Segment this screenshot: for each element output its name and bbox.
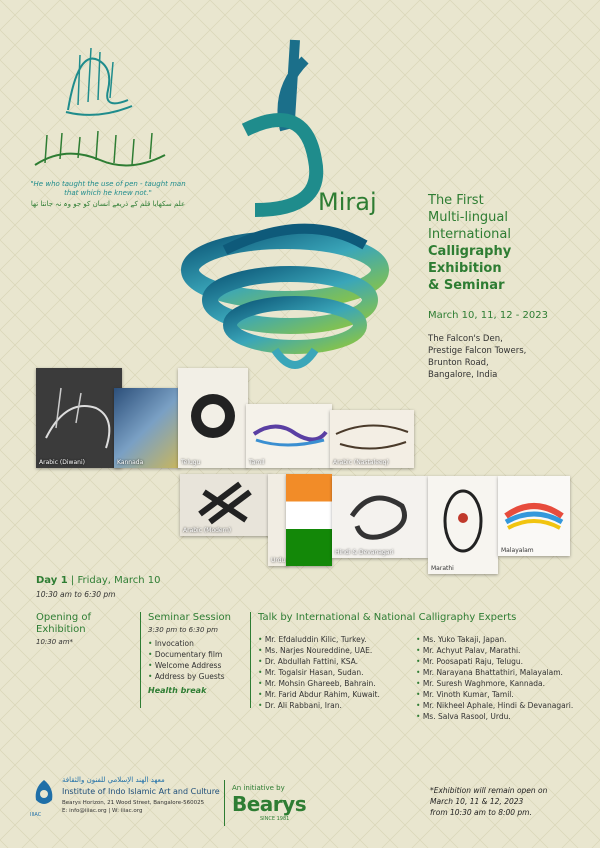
- gallery-tile: [178, 368, 248, 468]
- note-line: from 10:30 am to 8:00 pm.: [430, 808, 532, 817]
- seminar-item: • Invocation: [148, 638, 248, 649]
- gallery-tile: [268, 474, 288, 566]
- expert-name: • Ms. Yuko Takaji, Japan.: [416, 634, 596, 645]
- expert-name: • Mr. Suresh Waghmore, Kannada.: [416, 678, 596, 689]
- divider: [140, 612, 141, 708]
- tile-label: Hindi & Devanagari: [335, 549, 394, 556]
- artwork-image: [428, 476, 498, 574]
- quote-english: "He who taught the use of pen - taught man that which he knew not.": [30, 180, 186, 197]
- gallery-tile: [286, 474, 332, 566]
- gallery-tile: [114, 388, 180, 468]
- experts-list-right: [416, 634, 596, 722]
- bismillah-calligraphy: [58, 40, 138, 120]
- seminar-time: 3:30 pm to 6:30 pm: [148, 626, 218, 634]
- expert-name: • Ms. Narjes Noureddine, UAE.: [258, 645, 398, 656]
- org-arabic: معهد الهند الإسلامي للفنون والثقافة: [62, 776, 165, 784]
- expert-name: • Mr. Efdaluddin Kilic, Turkey.: [258, 634, 398, 645]
- seminar-title: Seminar Session: [148, 612, 231, 623]
- expert-name: • Mr. Togalsir Hasan, Sudan.: [258, 667, 398, 678]
- gallery-tile: [498, 476, 570, 556]
- artwork-image: [498, 476, 570, 556]
- title-line: International: [428, 227, 511, 242]
- venue-line: Bangalore, India: [428, 370, 498, 380]
- quote-urdu: علم سکھایا قلم کے ذریعے انسان کو جو وہ نہ جانتا تھا: [30, 200, 186, 208]
- tile-label: Marathi: [431, 565, 454, 572]
- sponsor-since: SINCE 1981: [260, 816, 290, 822]
- health-break: Health break: [148, 686, 207, 695]
- venue-line: Prestige Falcon Towers,: [428, 346, 527, 356]
- venue-line: Brunton Road,: [428, 358, 489, 368]
- divider: [250, 612, 251, 708]
- day-time: 10:30 am to 6:30 pm: [36, 590, 116, 599]
- gallery-tile: [330, 410, 414, 468]
- gallery-tile: [180, 474, 272, 536]
- org-footer: [30, 776, 220, 826]
- talk-column: [258, 612, 598, 722]
- divider: [224, 780, 225, 826]
- org-address: Bearys Horizon, 21 Wood Street, Bangalore-560025: [62, 800, 205, 806]
- note-line: March 10, 11 & 12, 2023: [430, 797, 524, 806]
- artwork-image: [332, 476, 428, 558]
- expert-name: • Mr. Poosapati Raju, Telugu.: [416, 656, 596, 667]
- exhibition-note: [430, 785, 598, 818]
- tile-label: Arabic (Nastaleeq): [333, 459, 389, 466]
- gallery-tile: [332, 476, 428, 558]
- tile-label: Telugu: [181, 459, 201, 466]
- opening-time: 10:30 am*: [36, 638, 74, 646]
- title-line: The First: [428, 193, 484, 208]
- expert-name: • Ms. Salva Rasool, Urdu.: [416, 711, 596, 722]
- talk-title: Talk by International & National Calligraphy Experts: [258, 612, 517, 623]
- org-badge: IIIAC: [30, 812, 42, 818]
- event-venue: [428, 333, 598, 381]
- seminar-column: [148, 612, 248, 695]
- expert-name: • Dr. Ali Rabbani, Iran.: [258, 700, 398, 711]
- venue-line: The Falcon's Den,: [428, 334, 503, 344]
- title-line: Multi-lingual: [428, 210, 508, 225]
- expert-name: • Mr. Achyut Palav, Marathi.: [416, 645, 596, 656]
- tile-label: Malayalam: [501, 547, 534, 554]
- artwork-image: [178, 368, 248, 468]
- title-line-bold: Calligraphy: [428, 244, 512, 259]
- sponsor-block: [232, 784, 306, 822]
- miraj-logo-text: Miraj: [318, 188, 377, 216]
- day-heading: [36, 575, 161, 586]
- expert-name: • Dr. Abdullah Fattini, KSA.: [258, 656, 398, 667]
- expert-name: • Mr. Nikheel Aphale, Hindi & Devanagari.: [416, 700, 596, 711]
- day-date: | Friday, March 10: [70, 575, 161, 586]
- event-title: [428, 192, 598, 294]
- expert-name: • Mr. Farid Abdur Rahim, Kuwait.: [258, 689, 398, 700]
- initiative-text: An initiative by: [232, 784, 285, 792]
- opening-column: [36, 612, 132, 646]
- sponsor-logo: Bearys: [232, 792, 307, 816]
- note-line: *Exhibition will remain open on: [430, 786, 548, 795]
- expert-name: • Mr. Vinoth Kumar, Tamil.: [416, 689, 596, 700]
- title-line-bold: Exhibition: [428, 261, 502, 276]
- gallery-tile: [246, 404, 332, 468]
- org-name: Institute of Indo Islamic Art and Culture: [62, 787, 220, 796]
- arabic-verse-calligraphy: [30, 125, 170, 175]
- event-dates: March 10, 11, 12 - 2023: [428, 310, 548, 321]
- title-line-bold: & Seminar: [428, 278, 505, 293]
- experts-list-left: [258, 634, 398, 722]
- seminar-item: • Welcome Address: [148, 660, 248, 671]
- gallery-tile: [428, 476, 498, 574]
- tile-label: Arabic (Modern): [183, 527, 232, 534]
- seminar-item: • Documentary film: [148, 649, 248, 660]
- opening-title: Opening of Exhibition: [36, 612, 91, 635]
- iiiac-logo-icon: [30, 778, 58, 812]
- org-contact: E: info@iiiac.org | W: iiiac.org: [62, 808, 143, 814]
- seminar-item: • Address by Guests: [148, 671, 248, 682]
- gallery-tile: [36, 368, 122, 468]
- tile-label: Urdu: [271, 557, 286, 564]
- tile-label: Arabic (Diwani): [39, 459, 85, 466]
- day-label: Day 1: [36, 575, 68, 586]
- artwork-image: [36, 368, 122, 468]
- tile-label: Kannada: [117, 459, 144, 466]
- expert-name: • Mr. Mohsin Ghareeb, Bahrain.: [258, 678, 398, 689]
- expert-name: • Mr. Narayana Bhattathiri, Malayalam.: [416, 667, 596, 678]
- seminar-list: [148, 638, 248, 682]
- tile-label: Tamil: [249, 459, 265, 466]
